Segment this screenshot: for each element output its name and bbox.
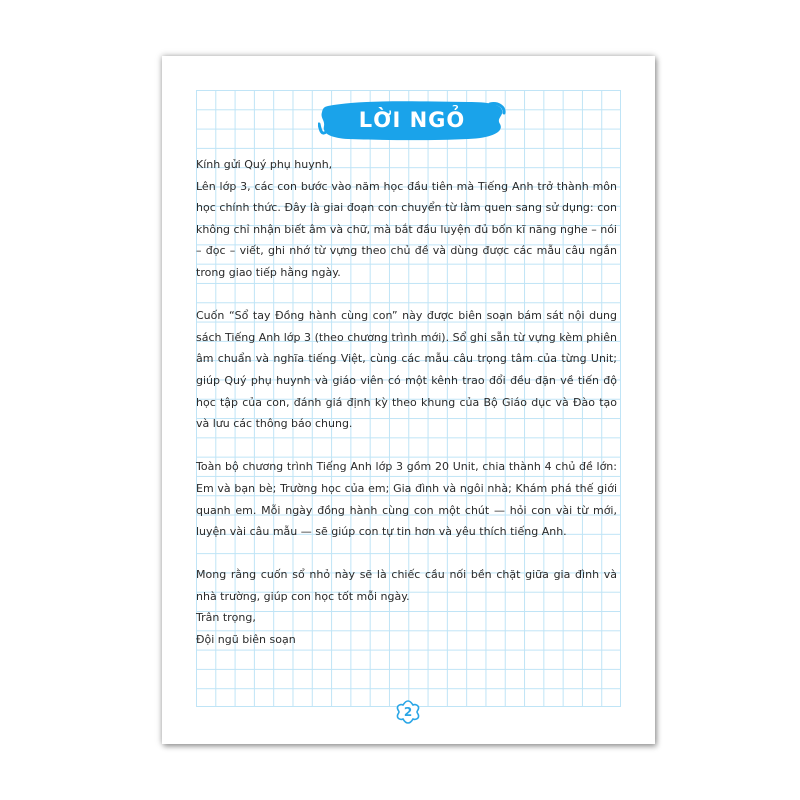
paragraph-program: Toàn bộ chương trình Tiếng Anh lớp 3 gồm 20 Unit, chia thành 4 chủ đề lớn: Em và bạn bè; Trường học của em; Gia đình và ngôi nhà; Khám phá thế giới quanh em. Mỗi ngày đồng hành cùng con một chút — hỏi con vài từ mới, luyện vài câu mẫu — sẽ giúp con tự tin hơn và yêu thích tiếng Anh. [196, 460, 617, 539]
page-number: 2 [403, 705, 413, 719]
letter-body [196, 154, 617, 651]
title-banner [318, 98, 506, 142]
paragraph-notebook: Cuốn “Sổ tay Đồng hành cùng con” này được biên soạn bám sát nội dung sách Tiếng Anh lớp 3 (theo chương trình mới). Sổ ghi sẵn từ vựng kèm phiên âm chuẩn và nghĩa tiếng Việt, cùng các mẫu câu trọng tâm của từng Unit; giúp Quý phụ huynh và giáo viên có một kênh trao đổi đều đặn về tiến độ học tập của con, đánh giá định kỳ theo khung của Bộ Giáo dục và Đào tạo và lưu các thông báo chung. [196, 309, 617, 431]
salutation: Kính gửi Quý phụ huynh, [196, 158, 333, 171]
paragraph-wish: Mong rằng cuốn sổ nhỏ này sẽ là chiếc cầu nối bền chặt giữa gia đình và nhà trường, giúp con học tốt mỗi ngày. [196, 568, 617, 603]
paragraph-intro: Lên lớp 3, các con bước vào năm học đầu tiên mà Tiếng Anh trở thành môn học chính thức. Đây là giai đoạn con chuyển từ làm quen sang sử dụng: con không chỉ nhận biết âm và chữ, mà bắt đầu luyện đủ bốn kĩ năng nghe – nói – đọc – viết, ghi nhớ từ vựng theo chủ đề và dùng được các mẫu câu ngắn trong giao tiếp hằng ngày. [196, 179, 617, 279]
page-number-badge [394, 698, 422, 726]
closing: Trân trọng, [196, 611, 256, 625]
book-page [162, 56, 655, 744]
signature: Đội ngũ biên soạn [196, 633, 296, 647]
page-title: LỜI NGỎ [358, 108, 466, 132]
